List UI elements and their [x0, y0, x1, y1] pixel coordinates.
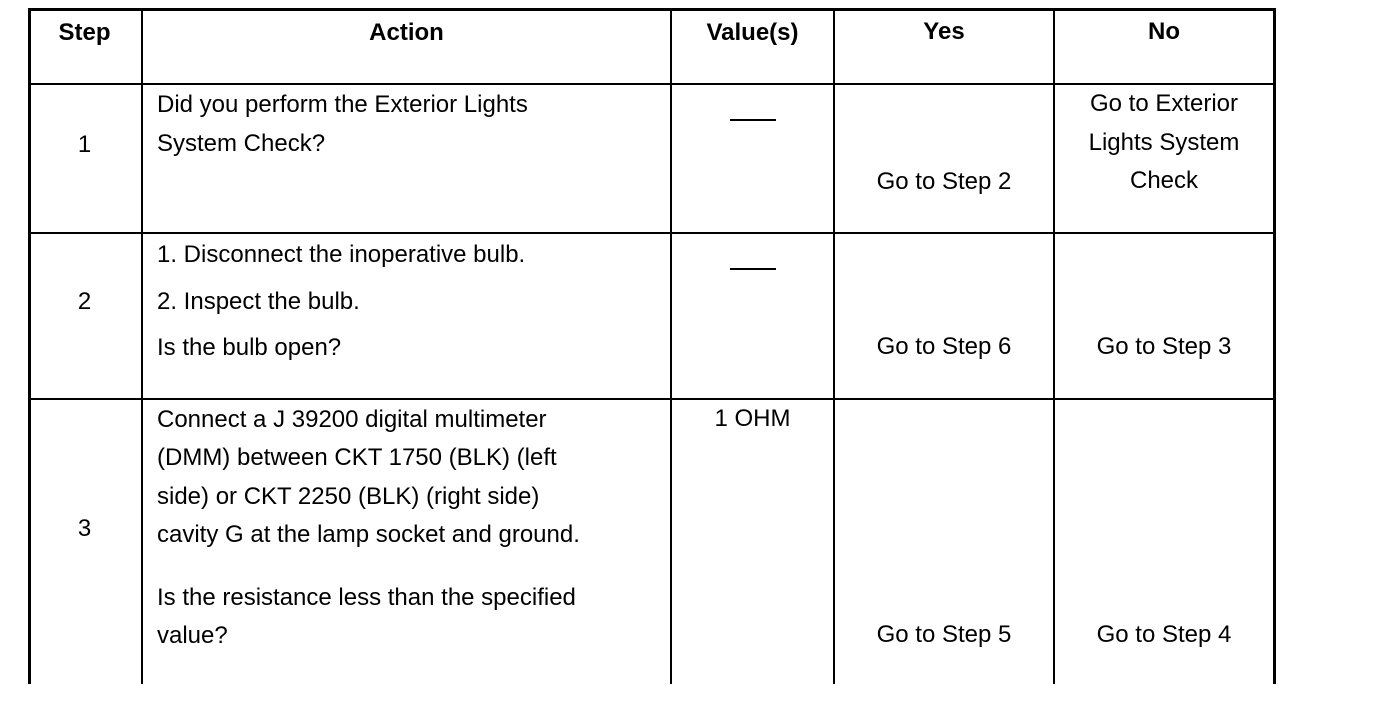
action-line: Did you perform the Exterior Lights	[157, 91, 528, 118]
header-step: Step	[58, 19, 111, 46]
no-cell-line: Lights System	[1088, 129, 1240, 156]
step-number: 3	[77, 515, 92, 542]
header-values: Value(s)	[706, 19, 799, 46]
action-line: Is the bulb open?	[157, 334, 342, 361]
action-line: value?	[157, 622, 228, 649]
value-dash	[730, 268, 776, 270]
action-line: 2. Inspect the bulb.	[157, 288, 360, 315]
no-cell-line: Go to Exterior	[1089, 90, 1239, 117]
value-dash	[730, 119, 776, 121]
yes-cell: Go to Step 6	[876, 333, 1012, 360]
header-action: Action	[369, 19, 444, 46]
step-number: 1	[77, 131, 92, 158]
table-border-top	[28, 8, 1276, 11]
no-cell-line: Check	[1129, 167, 1199, 194]
step-number: 2	[77, 288, 92, 315]
col-divider-step	[141, 8, 143, 684]
yes-cell: Go to Step 2	[876, 168, 1012, 195]
no-cell-line: Go to Step 4	[1096, 621, 1232, 648]
no-cell-line: Go to Step 3	[1096, 333, 1232, 360]
col-divider-action	[670, 8, 672, 684]
value-cell: 1 OHM	[714, 405, 791, 432]
header-yes: Yes	[923, 18, 965, 45]
diagnostic-table	[28, 8, 1276, 684]
header-no: No	[1148, 18, 1180, 45]
table-border-left	[28, 8, 31, 684]
action-line: Is the resistance less than the specified	[157, 584, 576, 611]
yes-cell: Go to Step 5	[876, 621, 1012, 648]
action-line: cavity G at the lamp socket and ground.	[157, 521, 580, 548]
row-divider-1	[28, 232, 1276, 234]
row-divider-2	[28, 398, 1276, 400]
action-line: (DMM) between CKT 1750 (BLK) (left	[157, 444, 557, 471]
table-border-right	[1273, 8, 1276, 684]
action-line: System Check?	[157, 130, 326, 157]
action-line: 1. Disconnect the inoperative bulb.	[157, 241, 526, 268]
action-line: side) or CKT 2250 (BLK) (right side)	[157, 483, 540, 510]
action-line: Connect a J 39200 digital multimeter	[157, 406, 547, 433]
